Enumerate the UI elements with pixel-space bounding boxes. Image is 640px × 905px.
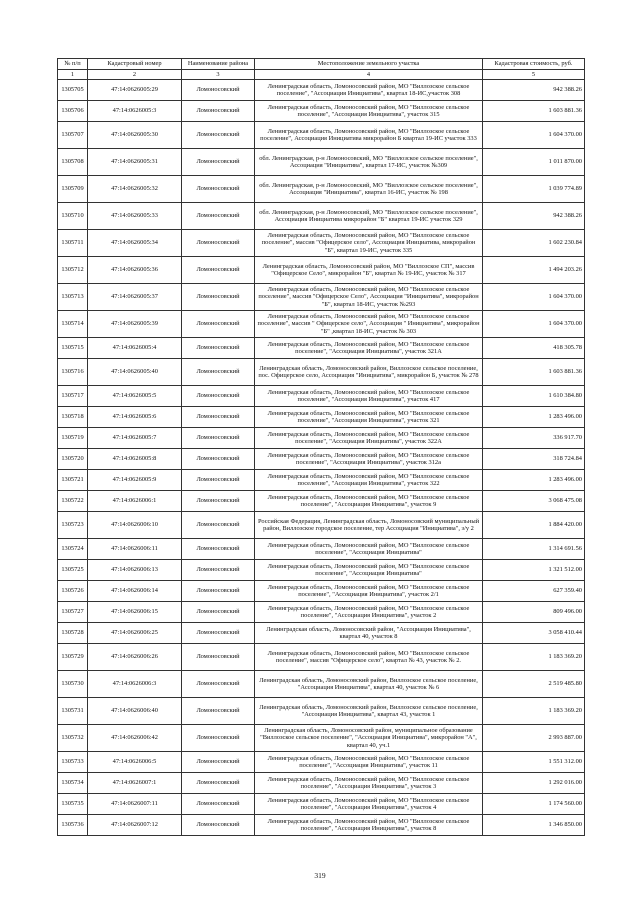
district-name: Ломоносовский — [182, 80, 255, 101]
row-number: 1305736 — [58, 815, 88, 836]
table-row — [58, 491, 585, 512]
table-row — [58, 101, 585, 122]
table-row — [58, 311, 585, 338]
location: Ленинградская область, Ломоносовский район, МО "Виллозское сельское поселение", "Ассоциация Инициатива", участок 417 — [255, 386, 483, 407]
location: Ленинградская область, Ломоносовский район, МО "Виллозское сельское поселение", Ассоциация Инициатива микрорайон Б квартал 19-ИС участок 333 — [255, 122, 483, 149]
row-number: 1305720 — [58, 449, 88, 470]
district-name: Ломоносовский — [182, 359, 255, 386]
cadastral-value: 3 068 475.08 — [483, 491, 585, 512]
cadastral-number: 47:14:0626006:25 — [88, 623, 182, 644]
district-name: Ломоносовский — [182, 512, 255, 539]
cadastral-value: 1 604 370.00 — [483, 122, 585, 149]
table-row — [58, 644, 585, 671]
district-name: Ломоносовский — [182, 230, 255, 257]
row-number: 1305708 — [58, 149, 88, 176]
table-row — [58, 560, 585, 581]
location: Ленинградская область, Ломоносовский район, МО "Виллозское сельское поселение", "Ассоциация Инициатива", участок 8 — [255, 815, 483, 836]
cadastral-value: 1 494 203.26 — [483, 257, 585, 284]
column-number: 3 — [182, 70, 255, 80]
cadastral-number: 47:14:0626006:3 — [88, 671, 182, 698]
cadastral-value: 1 174 560.00 — [483, 794, 585, 815]
table-row — [58, 122, 585, 149]
table-row — [58, 470, 585, 491]
cadastral-number: 47:14:0626006:40 — [88, 698, 182, 725]
location: Ленинградская область, Ломоносовский район, МО "Виллозское сельское поселение", "Ассоциация Инициатива", квартал 18-ИС,участок 308 — [255, 80, 483, 101]
row-number: 1305716 — [58, 359, 88, 386]
row-number: 1305706 — [58, 101, 88, 122]
location: Ленинградская область, Ломоносовский район, МО "Виллозское сельское поселение", "Ассоциация Инициатива", участок 2 — [255, 602, 483, 623]
table-row — [58, 671, 585, 698]
table-row — [58, 407, 585, 428]
district-name: Ломоносовский — [182, 203, 255, 230]
location: обл. Ленинградская, р-н Ломоносовский, МО "Виллозское сельское поселение", Ассоциация "Инициатива", квартал 17-ИС, участок №309 — [255, 149, 483, 176]
district-name: Ломоносовский — [182, 257, 255, 284]
district-name: Ломоносовский — [182, 407, 255, 428]
cadastral-value: 1 551 312.00 — [483, 752, 585, 773]
page-number: 319 — [314, 871, 326, 880]
location: обл. Ленинградская, р-н Ломоносовский, МО "Виллозское сельское поселение", Ассоциация Инициатива микрорайон "Б" квартал 19-ИС участок 329 — [255, 203, 483, 230]
table-row — [58, 203, 585, 230]
row-number: 1305726 — [58, 581, 88, 602]
cadastral-value: 1 011 870.00 — [483, 149, 585, 176]
district-name: Ломоносовский — [182, 602, 255, 623]
district-name: Ломоносовский — [182, 386, 255, 407]
cadastral-value: 1 610 384.80 — [483, 386, 585, 407]
location: Ленинградская область, Ломоносовский район, МО "Виллозское сельское поселение", массив " Офицерское село", Ассоциация " Инициатива", микрорайон "Б" ,квартал 18-ИС, участок № 303 — [255, 311, 483, 338]
table-row — [58, 815, 585, 836]
district-name: Ломоносовский — [182, 623, 255, 644]
location: Ленинградская область, Ломоносовский район, МО "Виллозское СП", массив "Офицерское Село", микрорайон "Б", квартал № 19-ИС, участок № 317 — [255, 257, 483, 284]
location: Ленинградская область, Ломоносовский район, МО "Виллозское сельское поселение", "Ассоциация Инициатива", участок 3 — [255, 773, 483, 794]
district-name: Ломоносовский — [182, 449, 255, 470]
row-number: 1305733 — [58, 752, 88, 773]
district-name: Ломоносовский — [182, 338, 255, 359]
location: Ленинградская область, Ломоносовский район, Виллозское сельское поселение, пос. Офицерское село, Ассоциация "Инициатива", микрорайон Б, участок № 278 — [255, 359, 483, 386]
location: Ленинградская область, Ломоносовский район, МО "Виллозское сельское поселение", массив "Офицерское село", Ассоциация Инициатива, микрорайон "Б", квартал 19-ИС, участок 335 — [255, 230, 483, 257]
cadastral-value: 336 917.70 — [483, 428, 585, 449]
cadastral-value: 942 388.26 — [483, 80, 585, 101]
table-row — [58, 149, 585, 176]
cadastral-value: 1 039 774.89 — [483, 176, 585, 203]
cadastral-number: 47:14:0626005:4 — [88, 338, 182, 359]
district-name: Ломоносовский — [182, 491, 255, 512]
cadastral-number: 47:14:0626007:11 — [88, 794, 182, 815]
table-row — [58, 386, 585, 407]
district-name: Ломоносовский — [182, 644, 255, 671]
district-name: Ломоносовский — [182, 698, 255, 725]
cadastral-number: 47:14:0626005:31 — [88, 149, 182, 176]
row-number: 1305705 — [58, 80, 88, 101]
cadastral-number: 47:14:0626005:9 — [88, 470, 182, 491]
table-row — [58, 623, 585, 644]
cadastral-value: 2 519 485.80 — [483, 671, 585, 698]
location: Ленинградская область, Ломоносовский район, МО "Виллозское сельское поселение", "Ассоциация Инициатива", участок 9 — [255, 491, 483, 512]
cadastral-number: 47:14:0626005:7 — [88, 428, 182, 449]
table-row — [58, 284, 585, 311]
header-number: № п/п — [58, 59, 88, 70]
row-number: 1305712 — [58, 257, 88, 284]
district-name: Ломоносовский — [182, 794, 255, 815]
table-row — [58, 725, 585, 752]
district-name: Ломоносовский — [182, 101, 255, 122]
table-row — [58, 338, 585, 359]
location: Российская Федерация, Ленинградская область, Ломоносовский муниципальный район, Виллозское городское поселение, тер Ассоциация "Инициатива", з/у 2 — [255, 512, 483, 539]
row-number: 1305718 — [58, 407, 88, 428]
location: Ленинградская область, Ломоносовский район, МО "Виллозское сельское поселение", "Ассоциация Инициатива" — [255, 539, 483, 560]
cadastral-value: 318 724.84 — [483, 449, 585, 470]
row-number: 1305727 — [58, 602, 88, 623]
cadastral-value: 1 604 370.00 — [483, 284, 585, 311]
district-name: Ломоносовский — [182, 149, 255, 176]
district-name: Ломоносовский — [182, 773, 255, 794]
header-cadastral-value: Кадастровая стоимость, руб. — [483, 59, 585, 70]
district-name: Ломоносовский — [182, 581, 255, 602]
location: Ленинградская область, Ломоносовский район, МО "Виллозское сельское поселение", "Ассоциация Инициатива", участок 4 — [255, 794, 483, 815]
header-cadastral-number: Кадастровый номер — [88, 59, 182, 70]
cadastral-number: 47:14:0626005:29 — [88, 80, 182, 101]
header-district: Наименование района — [182, 59, 255, 70]
cadastral-value: 1 183 369.20 — [483, 644, 585, 671]
cadastral-value: 1 884 420.00 — [483, 512, 585, 539]
cadastral-value: 418 305.78 — [483, 338, 585, 359]
location: Ленинградская область, Ломоносовский район, "Ассоциация Инициатива", квартал 40, участок 8 — [255, 623, 483, 644]
header-location: Местоположение земельного участка — [255, 59, 483, 70]
column-number-row — [58, 70, 585, 80]
district-name: Ломоносовский — [182, 428, 255, 449]
cadastral-number: 47:14:0626006:10 — [88, 512, 182, 539]
row-number: 1305721 — [58, 470, 88, 491]
row-number: 1305713 — [58, 284, 88, 311]
row-number: 1305714 — [58, 311, 88, 338]
table-row — [58, 257, 585, 284]
location: Ленинградская область, Ломоносовский район, Виллозское сельское поселение, "Ассоциация Инициатива", квартал 43, участок 1 — [255, 698, 483, 725]
table-row — [58, 698, 585, 725]
cadastral-value: 1 346 850.00 — [483, 815, 585, 836]
cadastral-value: 1 602 230.84 — [483, 230, 585, 257]
table-row — [58, 581, 585, 602]
column-number: 5 — [483, 70, 585, 80]
cadastral-number: 47:14:0626005:6 — [88, 407, 182, 428]
cadastral-value: 809 496.00 — [483, 602, 585, 623]
row-number: 1305731 — [58, 698, 88, 725]
location: Ленинградская область, Ломоносовский район, МО "Виллозское сельское поселение", "Ассоциация Инициатива", участок 2/1 — [255, 581, 483, 602]
cadastral-value: 1 283 496.00 — [483, 470, 585, 491]
district-name: Ломоносовский — [182, 284, 255, 311]
table-row — [58, 602, 585, 623]
cadastral-value: 627 359.40 — [483, 581, 585, 602]
location: обл. Ленинградская, р-н Ломоносовский, МО "Виллозское сельское поселение", Ассоциация "Инициатива", квартал 16-ИС, участок № 198 — [255, 176, 483, 203]
cadastral-number: 47:14:0626006:26 — [88, 644, 182, 671]
cadastral-number: 47:14:0626005:5 — [88, 386, 182, 407]
table-row — [58, 539, 585, 560]
cadastral-value: 1 603 881.36 — [483, 359, 585, 386]
table-row — [58, 752, 585, 773]
row-number: 1305711 — [58, 230, 88, 257]
cadastral-value: 3 058 410.44 — [483, 623, 585, 644]
row-number: 1305719 — [58, 428, 88, 449]
cadastral-number: 47:14:0626005:8 — [88, 449, 182, 470]
table-body — [58, 80, 585, 836]
table-row — [58, 359, 585, 386]
district-name: Ломоносовский — [182, 560, 255, 581]
table-row — [58, 773, 585, 794]
cadastral-number: 47:14:0626006:13 — [88, 560, 182, 581]
cadastral-number: 47:14:0626006:5 — [88, 752, 182, 773]
location: Ленинградская область, Ломоносовский район, муниципальное образование "Виллозское сельское поселение", "Ассоциация Инициатива", микрорайон "А", квартал 40, уч.1 — [255, 725, 483, 752]
row-number: 1305729 — [58, 644, 88, 671]
cadastral-number: 47:14:0626005:33 — [88, 203, 182, 230]
table-row — [58, 230, 585, 257]
cadastral-value: 942 388.26 — [483, 203, 585, 230]
location: Ленинградская область, Ломоносовский район, МО "Виллозское сельское поселение", "Ассоциация Инициатива" — [255, 560, 483, 581]
cadastral-value: 1 292 016.00 — [483, 773, 585, 794]
cadastral-number: 47:14:0626005:30 — [88, 122, 182, 149]
table-row — [58, 428, 585, 449]
district-name: Ломоносовский — [182, 470, 255, 491]
cadastral-table — [57, 58, 585, 836]
cadastral-number: 47:14:0626005:32 — [88, 176, 182, 203]
cadastral-number: 47:14:0626007:1 — [88, 773, 182, 794]
cadastral-value: 1 321 512.00 — [483, 560, 585, 581]
location: Ленинградская область, Ломоносовский район, МО "Виллозское сельское поселение", "Ассоциация Инициатива", участок 321А — [255, 338, 483, 359]
location: Ленинградская область, Ломоносовский район, МО "Виллозское сельское поселение", "Ассоциация Инициатива", участок 312а — [255, 449, 483, 470]
cadastral-number: 47:14:0626005:34 — [88, 230, 182, 257]
cadastral-value: 1 283 496.00 — [483, 407, 585, 428]
district-name: Ломоносовский — [182, 815, 255, 836]
location: Ленинградская область, Ломоносовский район, МО "Виллозское сельское поселение", "Ассоциация Инициатива", участок 11 — [255, 752, 483, 773]
table-row — [58, 512, 585, 539]
row-number: 1305717 — [58, 386, 88, 407]
row-number: 1305725 — [58, 560, 88, 581]
row-number: 1305722 — [58, 491, 88, 512]
district-name: Ломоносовский — [182, 176, 255, 203]
location: Ленинградская область, Ломоносовский район, МО "Виллозское сельское поселение", "Ассоциация Инициатива", участок 321 — [255, 407, 483, 428]
table-row — [58, 80, 585, 101]
district-name: Ломоносовский — [182, 752, 255, 773]
cadastral-number: 47:14:0626006:1 — [88, 491, 182, 512]
row-number: 1305723 — [58, 512, 88, 539]
cadastral-number: 47:14:0626005:37 — [88, 284, 182, 311]
cadastral-number: 47:14:0626006:42 — [88, 725, 182, 752]
row-number: 1305715 — [58, 338, 88, 359]
cadastral-number: 47:14:0626005:40 — [88, 359, 182, 386]
cadastral-number: 47:14:0626007:12 — [88, 815, 182, 836]
cadastral-value: 1 314 691.56 — [483, 539, 585, 560]
location: Ленинградская область, Ломоносовский район, МО "Виллозское сельское поселение", массив "Офицерское Село", Ассоциация "Инициатива", микрорайон "Б", квартал 18-ИС, участок №293 — [255, 284, 483, 311]
table-row — [58, 794, 585, 815]
location: Ленинградская область, Ломоносовский район, МО "Виллозское сельское поселение", "Ассоциация Инициатива", участок 315 — [255, 101, 483, 122]
row-number: 1305735 — [58, 794, 88, 815]
row-number: 1305707 — [58, 122, 88, 149]
district-name: Ломоносовский — [182, 671, 255, 698]
row-number: 1305728 — [58, 623, 88, 644]
location: Ленинградская область, Ломоносовский район, МО "Виллозское сельское поселение", "Ассоциация Инициатива", участок 322А — [255, 428, 483, 449]
cadastral-number: 47:14:0626005:39 — [88, 311, 182, 338]
location: Ленинградская область, Ломоносовский район, МО "Виллозское сельское поселение", массив "Офицерское село", квартал № 43, участок № 2. — [255, 644, 483, 671]
cadastral-number: 47:14:0626006:15 — [88, 602, 182, 623]
row-number: 1305730 — [58, 671, 88, 698]
table-row — [58, 176, 585, 203]
row-number: 1305734 — [58, 773, 88, 794]
table-row — [58, 449, 585, 470]
column-number: 2 — [88, 70, 182, 80]
cadastral-value: 2 993 887.00 — [483, 725, 585, 752]
cadastral-number: 47:14:0626005:3 — [88, 101, 182, 122]
row-number: 1305732 — [58, 725, 88, 752]
cadastral-number: 47:14:0626006:11 — [88, 539, 182, 560]
cadastral-value: 1 183 369.20 — [483, 698, 585, 725]
location: Ленинградская область, Ломоносовский район, Виллозское сельское поселение, "Ассоциация Инициатива", квартал 40, участок № 6 — [255, 671, 483, 698]
row-number: 1305709 — [58, 176, 88, 203]
location: Ленинградская область, Ломоносовский район, МО "Виллозское сельское поселение", "Ассоциация Инициатива", участок 322 — [255, 470, 483, 491]
row-number: 1305724 — [58, 539, 88, 560]
row-number: 1305710 — [58, 203, 88, 230]
cadastral-number: 47:14:0626006:14 — [88, 581, 182, 602]
cadastral-value: 1 603 881.36 — [483, 101, 585, 122]
table-header-row — [58, 59, 585, 70]
district-name: Ломоносовский — [182, 725, 255, 752]
district-name: Ломоносовский — [182, 122, 255, 149]
cadastral-number: 47:14:0626005:36 — [88, 257, 182, 284]
column-number: 1 — [58, 70, 88, 80]
cadastral-value: 1 604 370.00 — [483, 311, 585, 338]
district-name: Ломоносовский — [182, 539, 255, 560]
column-number: 4 — [255, 70, 483, 80]
district-name: Ломоносовский — [182, 311, 255, 338]
